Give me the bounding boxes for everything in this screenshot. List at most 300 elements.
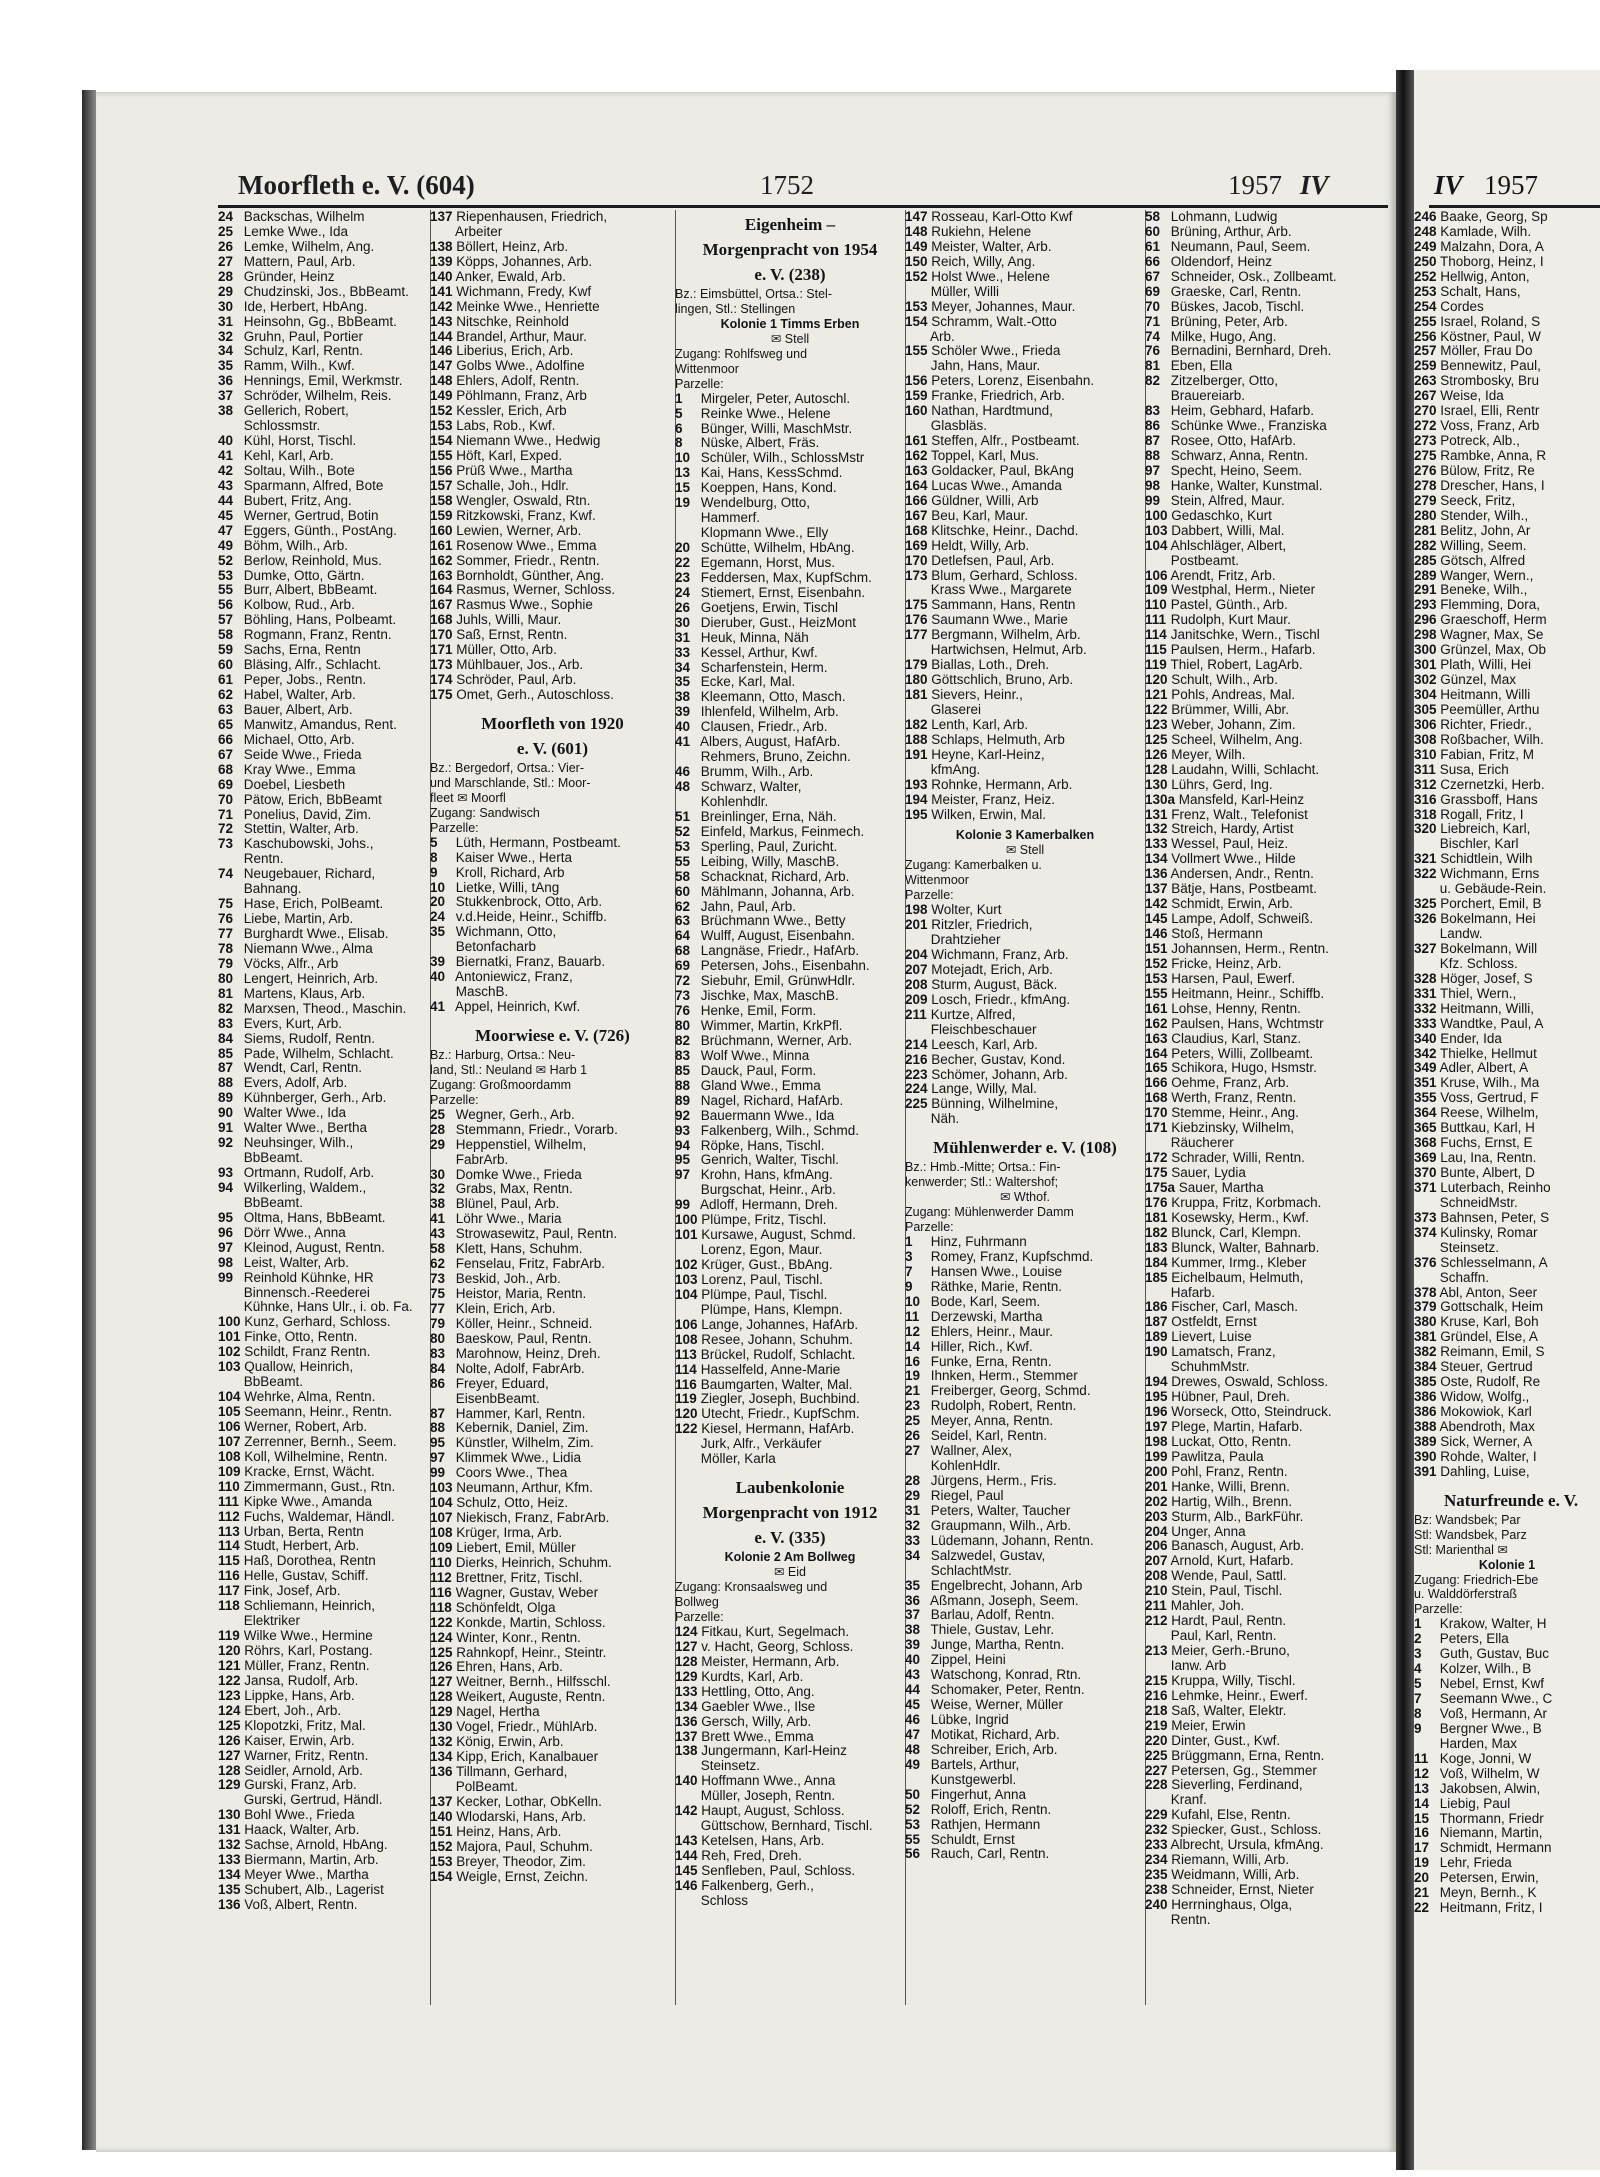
tenant-name: Lietke, Willi, tAng xyxy=(452,879,560,895)
parcel-number: 110 xyxy=(430,1554,452,1570)
parcel-number: 53 xyxy=(675,838,691,854)
parcel-number: 380 xyxy=(1414,1314,1437,1330)
parcel-number: 342 xyxy=(1414,1045,1437,1061)
directory-entry xyxy=(1414,1841,1600,1856)
tenant-name: Drescher, Hans, I xyxy=(1436,477,1545,493)
tenant-name: Seide Wwe., Frieda xyxy=(240,746,362,762)
parcel-number: 263 xyxy=(1414,373,1437,389)
directory-entry xyxy=(218,927,430,942)
tenant-name: Wessel, Paul, Heiz. xyxy=(1167,836,1289,852)
directory-entry xyxy=(218,1360,430,1375)
parcel-number: 58 xyxy=(1145,210,1161,224)
tenant-name: Mählmann, Johanna, Arb. xyxy=(697,883,855,899)
parcel-number: 164 xyxy=(430,582,453,598)
tenant-name: Stein, Alfred, Maur. xyxy=(1167,492,1285,508)
tenant-name: Salzwedel, Gustav, xyxy=(927,1547,1046,1563)
tenant-name: Martens, Klaus, Arb. xyxy=(240,985,366,1001)
tenant-name: Ritzkowski, Franz, Kwf. xyxy=(452,507,596,523)
parcel-number: 214 xyxy=(905,1036,928,1052)
tenant-name: Unger, Anna xyxy=(1167,1523,1246,1539)
tenant-name: Anker, Ewald, Arb. xyxy=(452,268,566,284)
parcel-number: 211 xyxy=(1145,1598,1167,1614)
directory-entry xyxy=(1145,837,1395,852)
directory-entry xyxy=(1145,509,1395,524)
directory-entry xyxy=(905,1414,1145,1429)
directory-entry xyxy=(1414,808,1600,823)
parcel-number: 88 xyxy=(675,1077,691,1093)
directory-entry xyxy=(1414,434,1600,449)
directory-entry xyxy=(1145,1764,1395,1779)
tenant-name: Liberius, Erich, Arb. xyxy=(452,343,574,359)
parcel-number: 225 xyxy=(905,1096,928,1112)
tenant-name: Motikat, Richard, Arb. xyxy=(927,1726,1060,1742)
info-line: Zugang: Kamerbalken u. xyxy=(905,858,1042,873)
parcel-number: 120 xyxy=(1145,672,1168,688)
directory-entry xyxy=(1414,1002,1600,1017)
tenant-name: Peper, Jobs., Rentn. xyxy=(240,672,367,688)
tenant-name: Walter Wwe., Bertha xyxy=(240,1120,368,1136)
directory-entry xyxy=(218,1435,430,1450)
tenant-name: Heistor, Maria, Rentn. xyxy=(452,1286,587,1302)
directory-entry xyxy=(1414,1617,1600,1632)
tenant-name: Fitkau, Kurt, Segelmach. xyxy=(697,1623,850,1639)
parcel-number: 301 xyxy=(1414,657,1437,673)
association-info xyxy=(430,761,675,806)
parcel-number: 61 xyxy=(218,672,234,688)
parcel-number: 8 xyxy=(1414,1705,1422,1721)
tenant-name: Pöhlmann, Franz, Arb xyxy=(452,388,587,404)
directory-entry xyxy=(218,285,430,300)
tenant-name: Rohde, Walter, I xyxy=(1436,1448,1537,1464)
parcel-number: 46 xyxy=(675,764,691,780)
tenant-name: Toppel, Karl, Mus. xyxy=(927,448,1040,463)
tenant-name: Krohn, Hans, kfmAng. xyxy=(697,1167,833,1183)
directory-entry xyxy=(1145,1241,1395,1256)
parcel-number: 134 xyxy=(218,1867,241,1883)
directory-entry xyxy=(218,1808,430,1823)
directory-entry xyxy=(430,419,675,434)
parcel-number: 16 xyxy=(1414,1825,1430,1841)
parcel-number: 212 xyxy=(1145,1613,1168,1629)
directory-entry xyxy=(218,583,430,598)
directory-entry xyxy=(1145,1525,1395,1540)
directory-entry xyxy=(1145,1495,1395,1510)
tenant-name: Rudolph, Robert, Rentn. xyxy=(927,1398,1077,1414)
tenant-name: Kruse, Karl, Boh xyxy=(1436,1314,1539,1330)
tenant-name: Rosee, Otto, HafArb. xyxy=(1167,433,1297,449)
directory-entry xyxy=(218,1599,430,1614)
directory-entry xyxy=(218,822,430,837)
tenant-name: Backschas, Wilhelm xyxy=(240,210,365,224)
tenant-name: Jahn, Paul, Arb. xyxy=(697,898,797,914)
tenant-name: Gaebler Wwe., Ilse xyxy=(697,1698,816,1714)
tenant-name: Steffen, Alfr., Postbeamt. xyxy=(927,433,1080,449)
tenant-name: Baumgarten, Walter, Mal. xyxy=(697,1376,853,1392)
directory-entry xyxy=(905,673,1145,688)
directory-entry xyxy=(218,240,430,255)
tenant-name: Petersen, Gg., Stemmer xyxy=(1167,1762,1317,1778)
directory-entry xyxy=(218,1853,430,1868)
directory-entry xyxy=(1145,1778,1395,1793)
tenant-name: Bokelmann, Hei xyxy=(1436,911,1536,927)
parcel-number: 62 xyxy=(675,898,691,914)
tenant-name: Marxsen, Theod., Maschin. xyxy=(240,1000,407,1016)
directory-entry xyxy=(675,571,905,586)
directory-entry xyxy=(905,1384,1145,1399)
directory-entry xyxy=(218,1764,430,1779)
parcel-number: 82 xyxy=(1145,373,1161,389)
directory-entry xyxy=(218,1300,430,1315)
tenant-name: Sturm, Alb., BarkFühr. xyxy=(1167,1508,1304,1524)
tenant-name: Wilke Wwe., Hermine xyxy=(240,1628,373,1644)
directory-entry xyxy=(905,1668,1145,1683)
directory-entry xyxy=(1145,1793,1395,1808)
tenant-name: Meyer, Wilh. xyxy=(1167,746,1246,762)
directory-entry xyxy=(1414,1647,1600,1662)
directory-entry xyxy=(218,225,430,240)
directory-entry xyxy=(675,496,905,511)
parcel-number: 114 xyxy=(675,1361,697,1377)
tenant-name: Dabbert, Willi, Mal. xyxy=(1167,522,1285,538)
parcel-number: 164 xyxy=(1145,1045,1168,1061)
directory-entry xyxy=(218,1659,430,1674)
parcel-number: 170 xyxy=(1145,1105,1168,1121)
tenant-name: Bubert, Fritz, Ang. xyxy=(240,492,352,508)
directory-entry xyxy=(430,1690,675,1705)
tenant-name: Bokelmann, Will xyxy=(1436,940,1538,956)
parcel-number: 300 xyxy=(1414,642,1437,658)
tenant-name: Meyn, Bernh., K xyxy=(1436,1885,1537,1901)
tenant-name: Schulz, Karl, Rentn. xyxy=(240,343,364,359)
tenant-name: Albers, August, HafArb. xyxy=(697,734,841,750)
directory-entry xyxy=(1145,389,1395,404)
parcel-number: 238 xyxy=(1145,1882,1168,1897)
directory-entry xyxy=(218,1047,430,1062)
tenant-name: Leibing, Willy, MaschB. xyxy=(697,853,840,869)
directory-entry xyxy=(430,1735,675,1750)
parcel-number: 24 xyxy=(218,210,234,224)
directory-entry xyxy=(218,852,430,867)
tenant-name: Höft, Karl, Exped. xyxy=(452,448,563,463)
parcel-number: 124 xyxy=(675,1623,698,1639)
directory-entry xyxy=(218,763,430,778)
parcel-number: 112 xyxy=(430,1569,452,1585)
directory-entry xyxy=(1414,957,1600,972)
parcel-number: 188 xyxy=(905,731,928,747)
directory-entry xyxy=(430,1153,675,1168)
tenant-name: Hoffmann Wwe., Anna xyxy=(697,1773,836,1789)
directory-entry xyxy=(1145,539,1395,554)
directory-entry xyxy=(905,778,1145,793)
parcel-number: 26 xyxy=(218,238,234,254)
tenant-name: Grassboff, Hans xyxy=(1436,791,1538,807)
tenant-name: Bergner Wwe., B xyxy=(1436,1720,1542,1736)
directory-entry xyxy=(675,1759,905,1774)
tenant-name: Schmidt, Hermann xyxy=(1436,1840,1552,1856)
directory-entry xyxy=(675,407,905,422)
tenant-name: Wichmann, Fredy, Kwf xyxy=(452,283,592,299)
tenant-name: Ihnken, Herm., Stemmer xyxy=(927,1368,1078,1384)
tenant-name: Ecke, Karl, Mal. xyxy=(697,674,796,690)
directory-entry xyxy=(218,1136,430,1151)
parcel-number: 267 xyxy=(1414,388,1437,404)
tenant-name: FabrArb. xyxy=(452,1151,509,1167)
parcel-number: 101 xyxy=(675,1227,698,1243)
tenant-name: Dinter, Gust., Kwf. xyxy=(1167,1732,1281,1748)
tenant-name: Lemke, Wilhelm, Ang. xyxy=(240,238,375,254)
directory-entry xyxy=(675,1034,905,1049)
tenant-name: Heppenstiel, Wilhelm, xyxy=(452,1136,587,1152)
tenant-name: Ponelius, David, Zim. xyxy=(240,806,372,822)
tenant-name: Rentn. xyxy=(240,851,284,867)
directory-entry xyxy=(218,494,430,509)
tenant-name: Reinhold Kühnke, HR xyxy=(240,1269,374,1285)
directory-entry xyxy=(905,1369,1145,1384)
tenant-name: Kaiser, Erwin, Arb. xyxy=(240,1732,355,1748)
directory-entry xyxy=(430,1168,675,1183)
parcel-number: 146 xyxy=(675,1877,698,1893)
directory-entry xyxy=(1145,419,1395,434)
tenant-name: Rogmann, Franz, Rentn. xyxy=(240,627,392,643)
directory-entry xyxy=(1145,1196,1395,1211)
parcel-number: 130 xyxy=(430,1719,453,1735)
tenant-name: Hase, Erich, PolBeamt. xyxy=(240,896,384,912)
parcel-number: 15 xyxy=(1414,1810,1430,1826)
parcel-number: 374 xyxy=(1414,1224,1437,1240)
tenant-name: Lievert, Luise xyxy=(1167,1329,1252,1345)
parcel-number: 83 xyxy=(1145,403,1161,419)
directory-entry xyxy=(1414,404,1600,419)
tenant-name: Mansfeld, Karl-Heinz xyxy=(1175,791,1305,807)
parcel-number: 35 xyxy=(218,358,234,374)
parcel-number: 49 xyxy=(905,1756,921,1772)
directory-entry xyxy=(905,524,1145,539)
parcel-number: 8 xyxy=(675,435,683,451)
tenant-name: Schlesselmann, A xyxy=(1436,1254,1548,1270)
tenant-name: Peters, Walter, Taucher xyxy=(927,1502,1071,1518)
tenant-name: Blünel, Paul, Arb. xyxy=(452,1196,560,1212)
tenant-name: Drewes, Oswald, Schloss. xyxy=(1167,1374,1329,1390)
parcel-number: 72 xyxy=(218,821,234,837)
tenant-name: Winter, Konr., Rentn. xyxy=(452,1629,581,1645)
tenant-name: Neumann, Arthur, Kfm. xyxy=(452,1480,593,1496)
directory-entry xyxy=(1145,778,1395,793)
parcel-number: 131 xyxy=(218,1822,241,1838)
directory-entry xyxy=(675,1213,905,1228)
directory-entry xyxy=(905,1399,1145,1414)
tenant-name: Siems, Rudolf, Rentn. xyxy=(240,1030,376,1046)
tenant-name: Streich, Hardy, Artist xyxy=(1167,821,1294,837)
directory-entry xyxy=(675,1243,905,1258)
directory-entry xyxy=(430,1720,675,1735)
parcel-number: 100 xyxy=(218,1314,241,1330)
tenant-name: Wagner, Gustav, Weber xyxy=(452,1584,599,1600)
directory-entry xyxy=(218,1345,430,1360)
tenant-name: Weidmann, Willi, Arb. xyxy=(1167,1867,1300,1883)
parcel-number: 14 xyxy=(905,1338,921,1354)
directory-entry xyxy=(1145,822,1395,837)
tenant-name: Ehren, Hans, Arb. xyxy=(452,1659,563,1675)
directory-entry xyxy=(905,539,1145,554)
parcel-number: 97 xyxy=(430,1450,446,1466)
tenant-name: Kebernik, Daniel, Zim. xyxy=(452,1420,589,1436)
parcel-number: 137 xyxy=(1145,881,1168,897)
parcel-number: 127 xyxy=(430,1674,453,1690)
tenant-name: Voss, Gertrud, F xyxy=(1436,1090,1539,1106)
parcel-number: 68 xyxy=(675,943,691,959)
tenant-name: Meier, Erwin xyxy=(1167,1717,1246,1733)
directory-entry xyxy=(430,524,675,539)
tenant-name: Strowasewitz, Paul, Rentn. xyxy=(452,1226,618,1242)
tenant-name: Kruppa, Fritz, Korbmach. xyxy=(1167,1194,1322,1210)
tenant-name: Juhls, Willi, Maur. xyxy=(452,612,562,628)
tenant-name: Götsch, Alfred xyxy=(1436,552,1526,568)
tenant-name: Herrninghaus, Olga, xyxy=(1167,1896,1293,1912)
directory-entry xyxy=(675,1153,905,1168)
column-4 xyxy=(905,210,1145,1862)
tenant-name: Utecht, Friedr., KupfSchm. xyxy=(697,1406,860,1422)
directory-entry xyxy=(905,1594,1145,1609)
directory-entry xyxy=(1145,1106,1395,1121)
directory-entry xyxy=(1145,912,1395,927)
tenant-name: Hardt, Paul, Rentn. xyxy=(1167,1613,1287,1629)
directory-entry xyxy=(675,1258,905,1273)
directory-entry xyxy=(218,1823,430,1838)
directory-entry xyxy=(1414,1315,1600,1330)
tenant-name: Mokowiok, Karl xyxy=(1436,1404,1532,1419)
tenant-name: Lange, Johannes, HafArb. xyxy=(697,1316,859,1332)
tenant-name: kfmAng. xyxy=(927,761,981,777)
directory-entry xyxy=(905,240,1145,255)
tenant-name: Wimmer, Martin, KrkPfl. xyxy=(697,1018,843,1034)
directory-entry xyxy=(1145,1315,1395,1330)
tenant-name: Brett Wwe., Emma xyxy=(697,1728,814,1744)
directory-entry xyxy=(430,881,675,896)
directory-entry xyxy=(218,1181,430,1196)
parcel-number: 326 xyxy=(1414,911,1437,927)
tenant-name: Lüth, Hermann, Postbeamt. xyxy=(452,834,621,850)
directory-entry xyxy=(905,1818,1145,1833)
directory-entry xyxy=(675,646,905,661)
parcel-number: 19 xyxy=(905,1368,921,1384)
directory-entry xyxy=(1414,1420,1600,1435)
parcel-number: 53 xyxy=(905,1816,921,1832)
tenant-name: König, Erwin, Arb. xyxy=(452,1734,564,1750)
parcel-number: 155 xyxy=(1145,985,1168,1001)
tenant-name: Klein, Erich, Arb. xyxy=(452,1300,556,1316)
tenant-name: PolBeamt. xyxy=(452,1778,519,1794)
tenant-name: Krüger, Irma, Arb. xyxy=(452,1525,563,1541)
parcel-number: 382 xyxy=(1414,1344,1437,1360)
access-road: Zugang: Sandwisch xyxy=(430,805,540,820)
directory-entry xyxy=(1145,1420,1395,1435)
tenant-name: Petersen, Johs., Eisenbahn. xyxy=(697,958,870,974)
tenant-name: Frenz, Walt., Telefonist xyxy=(1167,806,1308,822)
directory-entry xyxy=(218,1674,430,1689)
tenant-name: Antoniewicz, Franz, xyxy=(452,969,573,985)
directory-entry xyxy=(1145,494,1395,509)
directory-entry xyxy=(218,1539,430,1554)
tenant-name: KohlenHdlr. xyxy=(927,1458,1001,1474)
parcel-number: 119 xyxy=(1145,657,1167,673)
parcel-number: 12 xyxy=(905,1323,921,1339)
directory-entry xyxy=(905,1504,1145,1519)
access-road xyxy=(1414,1573,1600,1603)
directory-entry xyxy=(430,1000,675,1015)
tenant-name: Junge, Martha, Rentn. xyxy=(927,1637,1065,1653)
parcel-number: 127 xyxy=(218,1747,241,1763)
directory-entry xyxy=(905,464,1145,479)
parcel-number: 355 xyxy=(1414,1090,1437,1106)
info-line: Bollweg xyxy=(675,1595,719,1610)
directory-entry xyxy=(1414,1136,1600,1151)
tenant-name: Biermann, Martin, Arb. xyxy=(240,1852,379,1868)
tenant-name: Köstner, Paul, W xyxy=(1436,328,1541,344)
parcel-number: 186 xyxy=(1145,1299,1168,1315)
tenant-name: Meinke Wwe., Henriette xyxy=(452,298,600,314)
directory-entry xyxy=(675,1064,905,1079)
parcel-number: 146 xyxy=(1145,926,1168,941)
tenant-name: Liebreich, Karl, xyxy=(1436,821,1531,837)
directory-entry xyxy=(1414,972,1600,987)
parcel-number: 95 xyxy=(675,1152,691,1168)
tenant-name: Ender, Ida xyxy=(1436,1030,1502,1046)
parcel-number: 39 xyxy=(430,954,446,970)
parcel-number: 203 xyxy=(1145,1508,1168,1524)
tenant-name: Ide, Herbert, HbAng. xyxy=(240,298,368,314)
directory-entry xyxy=(1414,658,1600,673)
directory-entry xyxy=(218,1315,430,1330)
directory-entry xyxy=(1145,1689,1395,1704)
parcel-number: 272 xyxy=(1414,418,1437,434)
directory-entry xyxy=(1145,1719,1395,1734)
parcel-number: 331 xyxy=(1414,985,1437,1001)
directory-entry xyxy=(218,464,430,479)
info-line: Bz.: Hmb.-Mitte; Ortsa.: Fin- xyxy=(905,1160,1061,1175)
parcel-number: 195 xyxy=(1145,1389,1168,1405)
directory-entry xyxy=(430,673,675,688)
directory-entry xyxy=(430,300,675,315)
tenant-name: Heyne, Karl-Heinz, xyxy=(927,746,1045,762)
tenant-name: Dauck, Paul, Form. xyxy=(697,1062,817,1078)
tenant-name: Peemüller, Arthu xyxy=(1436,701,1540,717)
parcel-number: 35 xyxy=(675,674,691,690)
parcel-number: 118 xyxy=(218,1598,240,1614)
directory-entry xyxy=(430,1705,675,1720)
parcel-number: 124 xyxy=(430,1629,453,1645)
tenant-name: Neugebauer, Richard, xyxy=(240,866,376,882)
directory-entry xyxy=(1414,315,1600,330)
parcel-number: 15 xyxy=(675,480,691,496)
year-right: 1957 xyxy=(1484,170,1538,200)
parcel-number: 117 xyxy=(218,1583,240,1599)
association-heading: Moorfleth von 1920 xyxy=(481,713,624,733)
directory-entry xyxy=(1414,1632,1600,1647)
directory-entry xyxy=(1414,673,1600,688)
parcel-number: 27 xyxy=(218,253,234,269)
entry-list xyxy=(905,903,1145,1127)
directory-entry xyxy=(1145,225,1395,240)
tenant-name: Weber, Johann, Zim. xyxy=(1167,716,1296,732)
tenant-name: Heim, Gebhard, Hafarb. xyxy=(1167,403,1315,419)
directory-entry xyxy=(1414,628,1600,643)
tenant-name: Holst Wwe., Helene xyxy=(927,268,1050,284)
parcel-number: 11 xyxy=(905,1308,920,1324)
tenant-name: Kiesel, Hermann, HafArb. xyxy=(697,1421,855,1437)
directory-entry xyxy=(1414,1677,1600,1692)
tenant-name: Köller, Heinr., Schneid. xyxy=(452,1315,593,1331)
parcel-number: 216 xyxy=(1145,1687,1168,1703)
